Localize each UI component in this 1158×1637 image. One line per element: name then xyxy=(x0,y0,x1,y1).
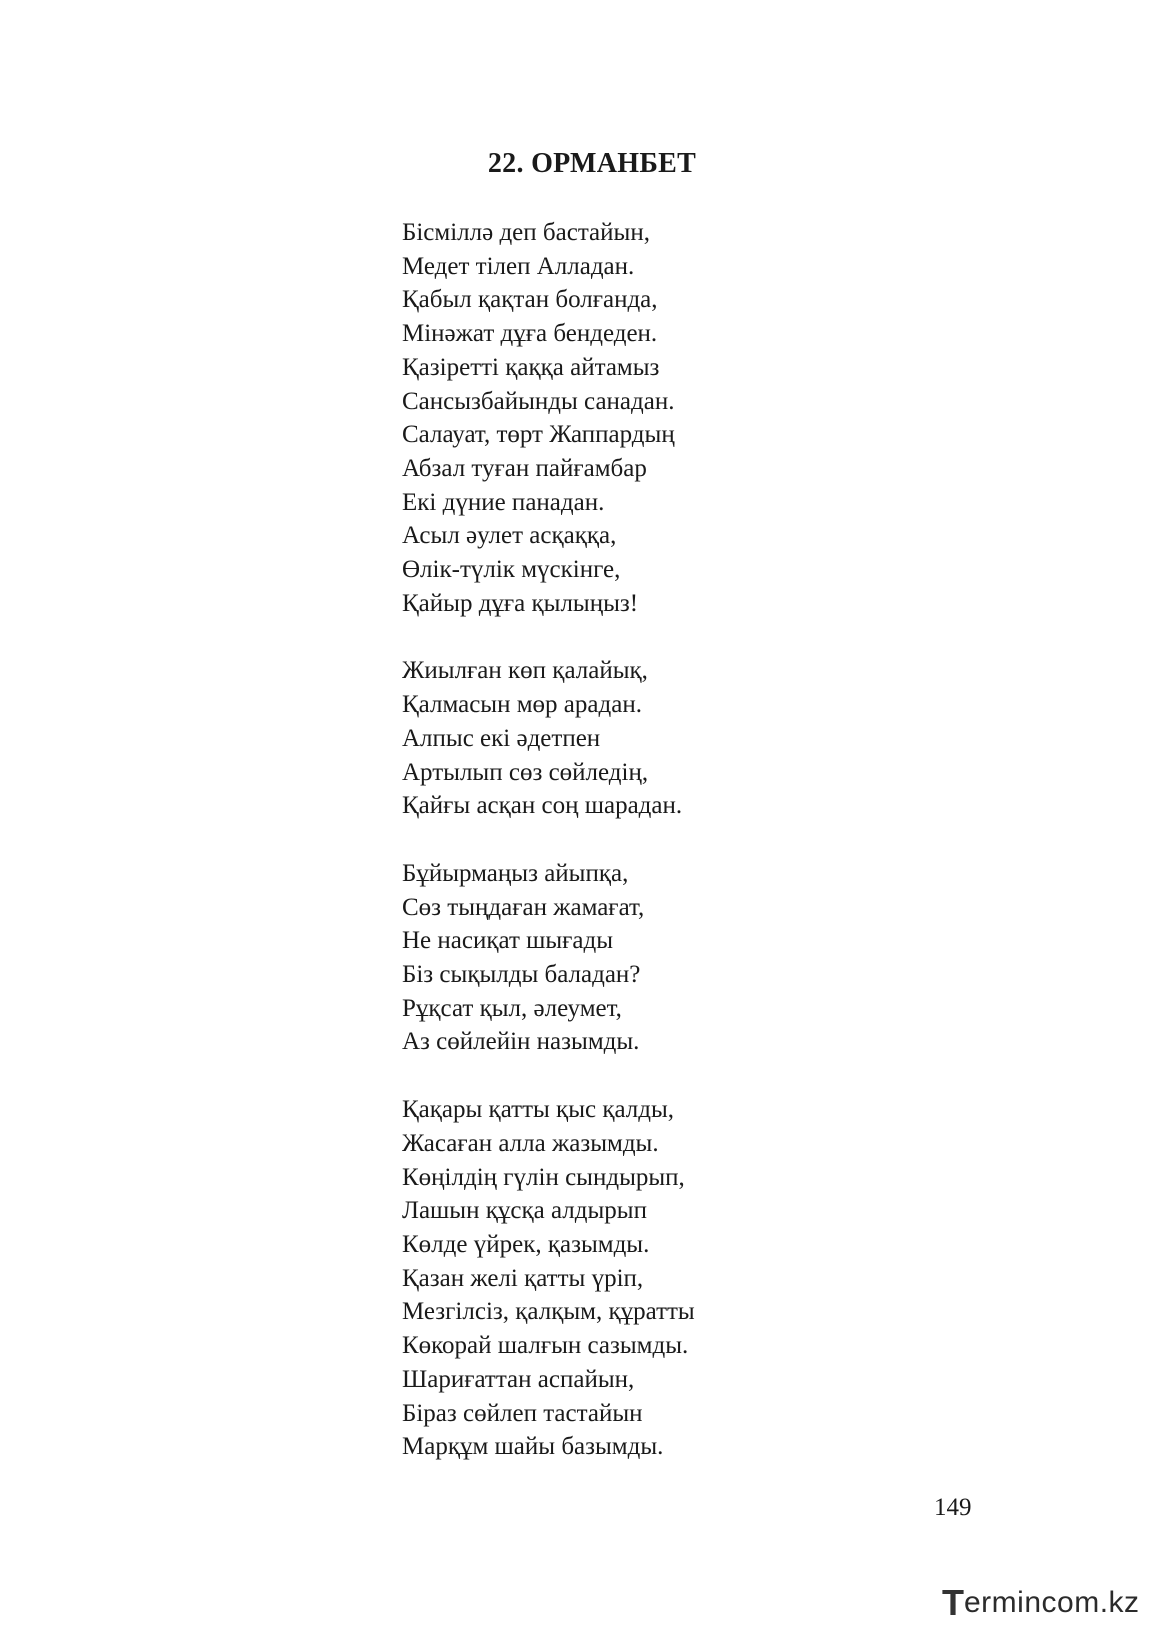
poem-line: Артылып сөз сөйледің, xyxy=(402,758,649,786)
poem-line: Жиылған көп қалайық, xyxy=(402,657,648,685)
poem-body xyxy=(402,216,822,1464)
poem-line: Бұйырмаңыз айыпқа, xyxy=(402,859,629,887)
poem-line: Шариғаттан аспайын, xyxy=(402,1365,635,1393)
poem-line: Қазіретті қаққа айтамыз xyxy=(402,353,660,381)
poem-line: Салауат, төрт Жаппардың xyxy=(402,421,675,449)
poem-line: Өлік-түлік мүскінге, xyxy=(402,556,621,584)
watermark-text: ermincom.kz xyxy=(964,1586,1140,1619)
watermark-logo xyxy=(942,1580,1140,1626)
poem-line: Абзал туған пайғамбар xyxy=(402,454,647,482)
poem-line: Марқұм шайы базымды. xyxy=(402,1433,664,1461)
poem-line: Медет тілеп Алладан. xyxy=(402,252,635,280)
poem-line: Жасаған алла жазымды. xyxy=(402,1129,659,1157)
poem-line: Екі дүние панадан. xyxy=(402,488,605,516)
poem-line: Қақары қатты қыс қалды, xyxy=(402,1096,675,1124)
poem-line: Мінәжат дұға бендеден. xyxy=(402,320,658,348)
poem-line: Сансызбайынды санадан. xyxy=(402,387,675,415)
poem-line: Қалмасын мөр арадан. xyxy=(402,691,642,719)
page-number: 149 xyxy=(934,1494,972,1521)
poem-line: Көңілдің гүлін сындырып, xyxy=(402,1163,685,1191)
stanza xyxy=(402,857,822,1059)
poem-line: Рұқсат қыл, әлеумет, xyxy=(402,994,622,1022)
poem-line: Асыл әулет асқаққа, xyxy=(402,522,617,550)
poem-line: Бісміллә деп бастайын, xyxy=(402,219,650,246)
poem-line: Қазан желі қатты үріп, xyxy=(402,1264,644,1292)
poem-line: Мезгілсіз, қалқым, құратты xyxy=(402,1298,695,1326)
poem-line: Көкорай шалғын сазымды. xyxy=(402,1332,689,1360)
stanza xyxy=(402,216,822,620)
poem-line: Біраз сөйлеп тастайын xyxy=(402,1399,643,1427)
stanza xyxy=(402,1093,822,1464)
poem-line: Аз сөйлейін назымды. xyxy=(402,1028,640,1056)
poem-line: Не насиқат шығады xyxy=(402,927,614,955)
poem-line: Сөз тыңдаған жамағат, xyxy=(402,893,645,921)
poem-line: Алпыс екі әдетпен xyxy=(402,724,601,752)
watermark-initial: T xyxy=(942,1582,964,1623)
stanza xyxy=(402,654,822,823)
poem-line: Біз сықылды баладан? xyxy=(402,961,641,989)
poem-line: Қабыл қақтан болғанда, xyxy=(402,286,658,314)
poem-line: Көлде үйрек, қазымды. xyxy=(402,1230,650,1258)
poem-line: Қайғы асқан соң шарадан. xyxy=(402,792,683,820)
poem-line: Қайыр дұға қылыңыз! xyxy=(402,589,639,617)
poem-line: Лашын құсқа алдырып xyxy=(402,1197,647,1225)
poem-title: 22. ОРМАНБЕТ xyxy=(487,148,697,179)
